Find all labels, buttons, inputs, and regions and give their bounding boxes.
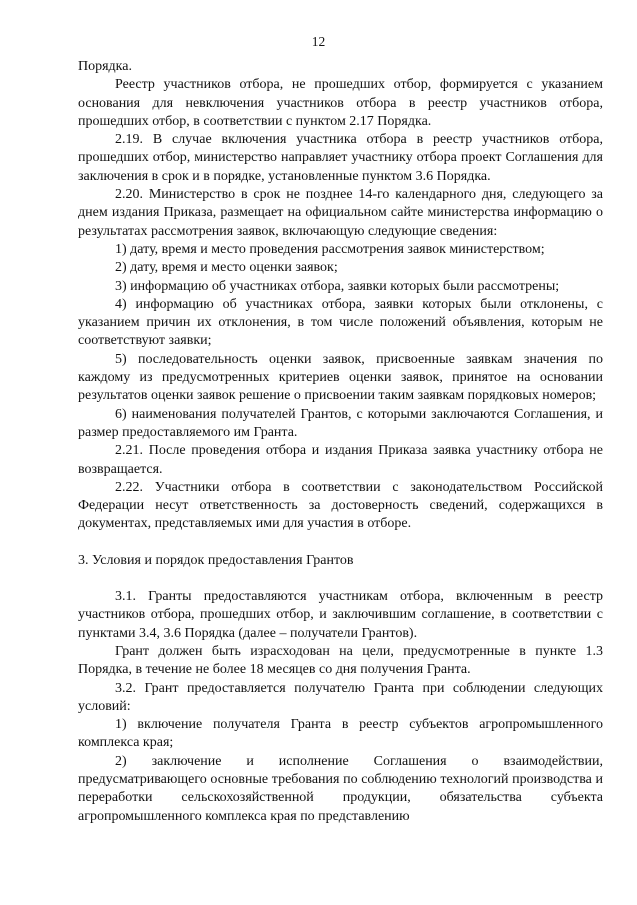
paragraph: 3.1. Гранты предоставляются участникам отбора, включенным в реестр участников отбора, прошедших отбор, и заключившим соглашение, в соответствии с пунктами 3.4, 3.6 Порядка (далее – получатели Грантов). <box>78 589 603 641</box>
spacer <box>78 534 603 552</box>
list-item: 2) заключение и исполнение Соглашения о взаимодействии, предусматривающего основные требования по соблюдению технологий производства и переработки сельскохозяйственной продукции, обязательства субъекта агропромышленного комплекса края по представлению <box>78 753 603 824</box>
paragraph: Реестр участников отбора, не прошедших отбор, формируется с указанием основания для невключения участников отбора в реестр участников отбора, прошедших отбор, в соответствии с пунктом 2.17 Порядка. <box>78 77 603 129</box>
page-number: 12 <box>311 34 326 49</box>
paragraph: 2.21. После проведения отбора и издания Приказа заявка участнику отбора не возвращается. <box>78 443 603 477</box>
paragraph: Грант должен быть израсходован на цели, предусмотренные в пункте 1.3 Порядка, в течение не более 18 месяцев со дня получения Гранта. <box>78 643 603 678</box>
spacer <box>78 570 603 588</box>
list-item: 4) информацию об участниках отбора, заявки которых были отклонены, с указанием причин их отклонения, в том числе положений объявления, которым не соответствуют заявки; <box>78 296 603 349</box>
list-item: 5) последовательность оценки заявок, присвоенные заявкам значения по каждому из предусмотренных критериев оценки заявок, принятое на основании результатов оценки заявок решение о присвоении таким заявкам порядковых номеров; <box>78 351 603 404</box>
list-item: 1) дату, время и место проведения рассмотрения заявок министерством; <box>115 241 545 257</box>
list-item: 3) информацию об участниках отбора, заявки которых были рассмотрены; <box>115 278 560 294</box>
paragraph: Порядка. <box>78 59 132 74</box>
section-title: 3. Условия и порядок предоставления Грантов <box>78 552 354 568</box>
paragraph: 3.2. Грант предоставляется получателю Гранта при соблюдении следующих условий: <box>78 680 603 714</box>
list-item: 1) включение получателя Гранта в реестр субъектов агропромышленного комплекса края; <box>78 717 603 751</box>
paragraph: 2.20. Министерство в срок не позднее 14-го календарного дня, следующего за днем издания Приказа, размещает на официальном сайте министерства информацию о результатах рассмотрения заявок, включающую следующие сведения: <box>78 187 603 239</box>
list-item: 2) дату, время и место оценки заявок; <box>115 260 338 276</box>
paragraph: 2.22. Участники отбора в соответствии с законодательством Российской Федерации несут ответственность за достоверность сведений, содержащихся в документах, представляемых ими для участия в отборе. <box>78 479 603 532</box>
document-body <box>78 58 603 826</box>
paragraph: 2.19. В случае включения участника отбора в реестр участников отбора, прошедших отбор, министерство направляет участнику отбора проект Соглашения для заключения в срок и в порядке, установленные пунктом 3.6 Порядка. <box>78 132 603 184</box>
list-item: 6) наименования получателей Грантов, с которыми заключаются Соглашения, и размер предоставляемого им Гранта. <box>78 406 603 440</box>
